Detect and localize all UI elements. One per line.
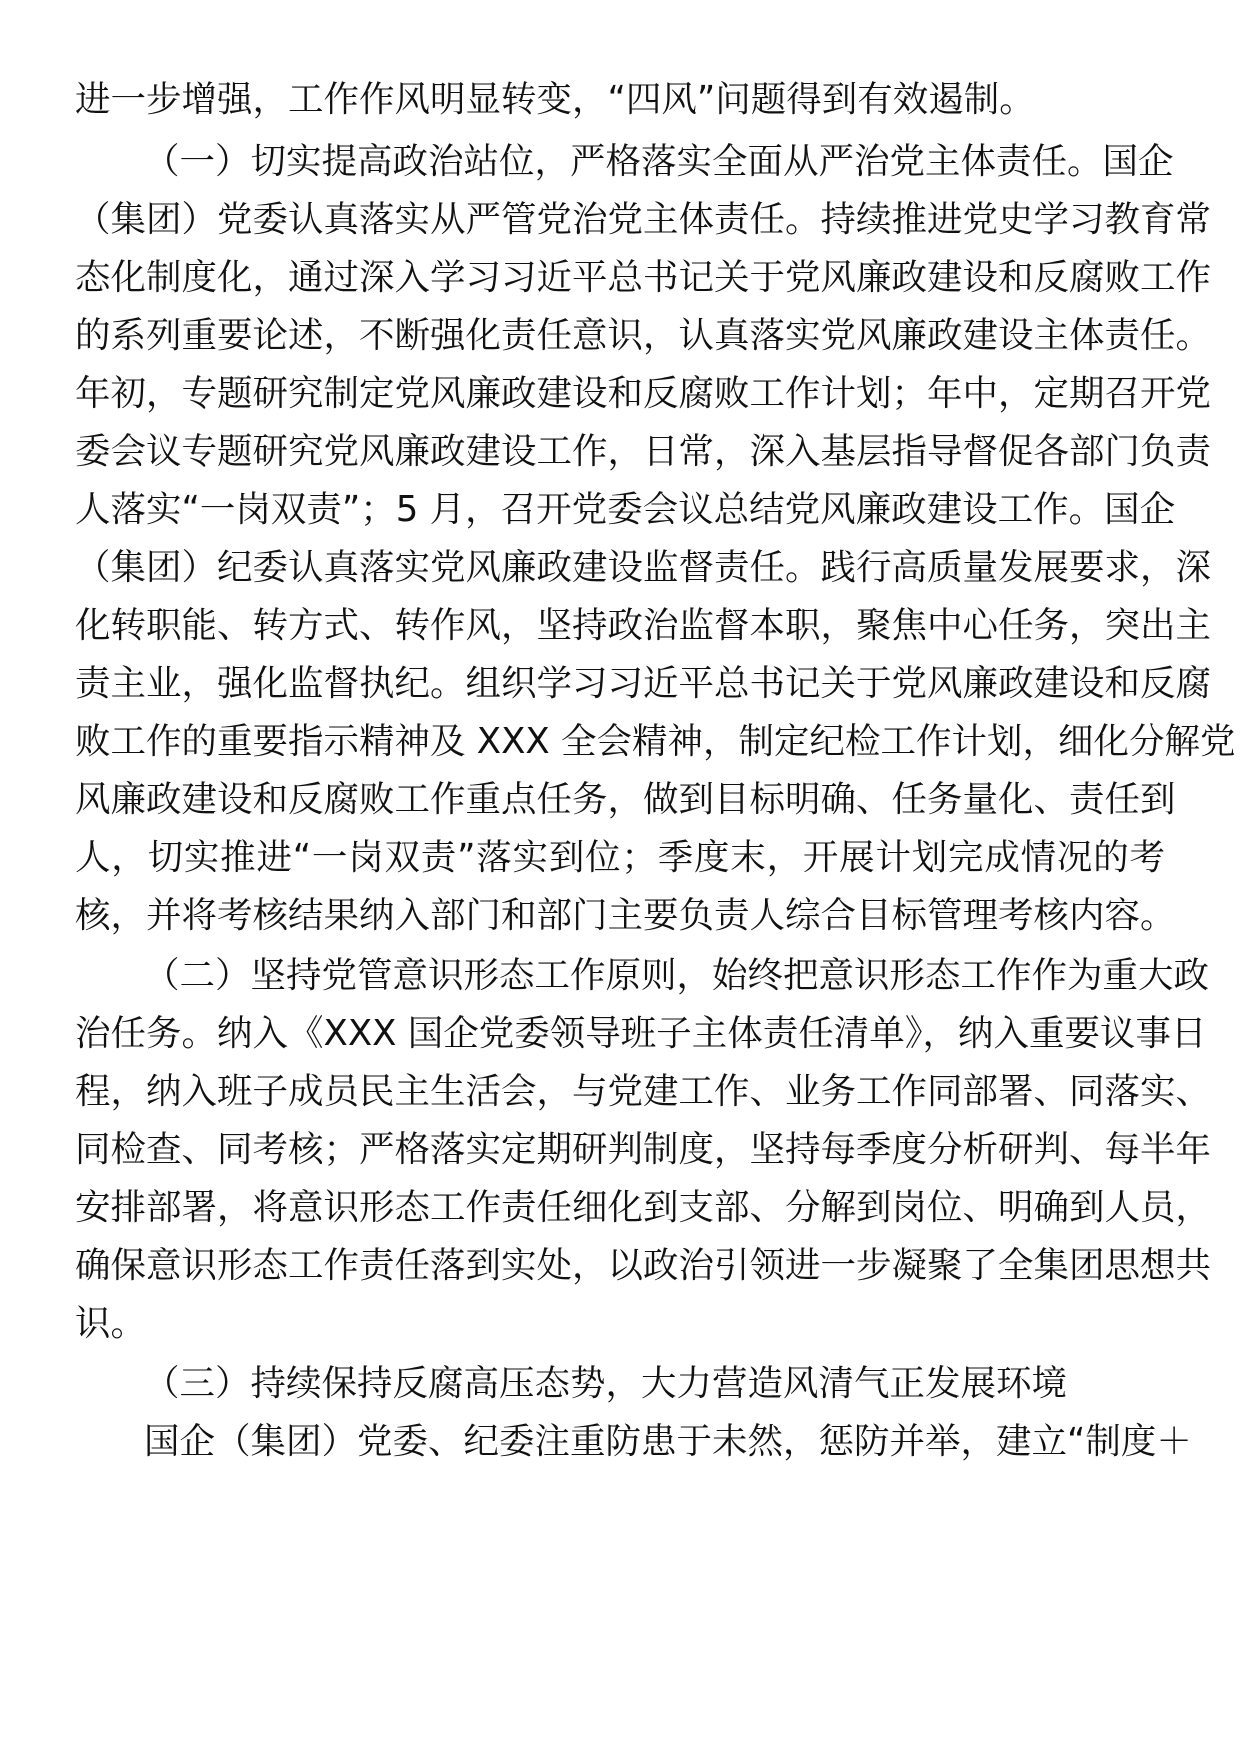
- paragraph-line: 识。: [75, 1303, 147, 1344]
- paragraph-line: （集团）纪委认真落实党风廉政建设监督责任。践行高质量发展要求，深: [75, 547, 1212, 588]
- paragraph-line: 同检查、同考核；严格落实定期研判制度，坚持每季度分析研判、每半年: [75, 1129, 1212, 1170]
- paragraph-line: 责主业，强化监督执纪。组织学习习近平总书记关于党风廉政建设和反腐: [75, 663, 1212, 704]
- paragraph-line: 程，纳入班子成员民主生活会，与党建工作、业务工作同部署、同落实、: [75, 1071, 1212, 1112]
- paragraph-line: 年初，专题研究制定党风廉政建设和反腐败工作计划；年中，定期召开党: [75, 373, 1212, 414]
- paragraph-line: 败工作的重要指示精神及 XXX 全会精神，制定纪检工作计划，细化分解党: [75, 721, 1236, 762]
- paragraph-line: 进一步增强，工作作风明显转变，“四风”问题得到有效遏制。: [75, 79, 1035, 120]
- section-heading-3: （三）持续保持反腐高压态势，大力营造风清气正发展环境: [144, 1363, 1068, 1404]
- paragraph-line: 人落实“一岗双责”；5 月，召开党委会议总结党风廉政建设工作。国企: [75, 489, 1176, 530]
- paragraph-line: 人，切实推进“一岗双责”落实到位；季度末，开展计划完成情况的考: [75, 837, 1165, 878]
- paragraph-line: 国企（集团）党委、纪委注重防患于未然，惩防并举，建立“制度＋: [144, 1421, 1192, 1462]
- paragraph-line: 安排部署，将意识形态工作责任细化到支部、分解到岗位、明确到人员，: [75, 1187, 1212, 1228]
- paragraph-line: 委会议专题研究党风廉政建设工作，日常，深入基层指导督促各部门负责: [75, 431, 1212, 472]
- paragraph-line: 态化制度化，通过深入学习习近平总书记关于党风廉政建设和反腐败工作: [75, 257, 1212, 298]
- paragraph-line: 核，并将考核结果纳入部门和部门主要负责人综合目标管理考核内容。: [75, 895, 1176, 936]
- paragraph-line: （集团）党委认真落实从严管党治党主体责任。持续推进党史学习教育常: [75, 199, 1212, 240]
- paragraph-line: 化转职能、转方式、转作风，坚持政治监督本职，聚焦中心任务，突出主: [75, 605, 1212, 646]
- paragraph-line: 的系列重要论述，不断强化责任意识，认真落实党风廉政建设主体责任。: [75, 315, 1212, 356]
- section-heading-1: （一）切实提高政治站位，严格落实全面从严治党主体责任。国企: [144, 141, 1174, 182]
- paragraph-line: 治任务。纳入《XXX 国企党委领导班子主体责任清单》，纳入重要议事日: [75, 1013, 1207, 1054]
- section-heading-2: （二）坚持党管意识形态工作原则，始终把意识形态工作作为重大政: [144, 955, 1210, 996]
- paragraph-line: 确保意识形态工作责任落到实处，以政治引领进一步凝聚了全集团思想共: [75, 1245, 1212, 1286]
- paragraph-line: 风廉政建设和反腐败工作重点任务，做到目标明确、任务量化、责任到: [75, 779, 1176, 820]
